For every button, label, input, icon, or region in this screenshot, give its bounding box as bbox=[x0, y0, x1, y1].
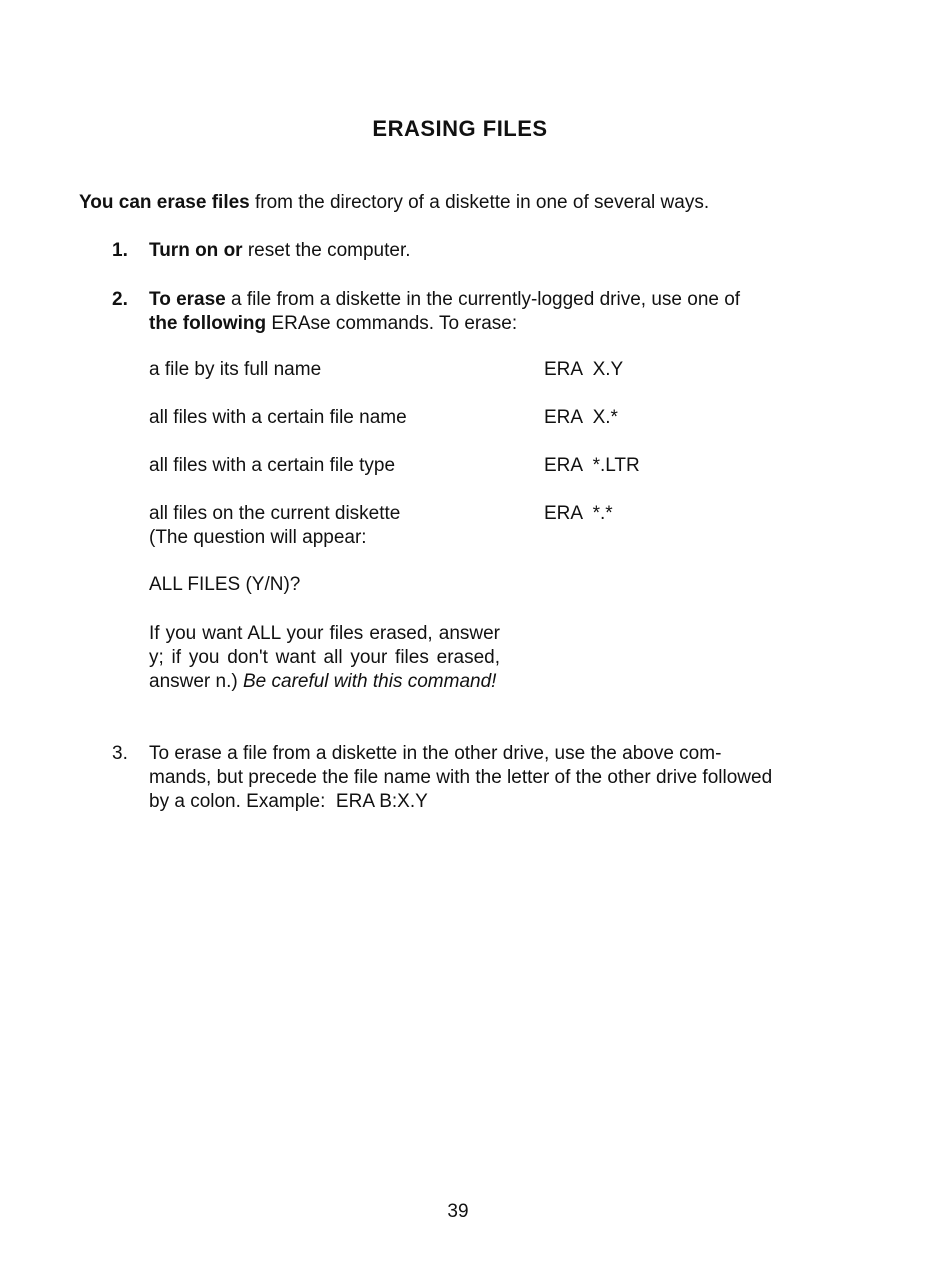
page-title: ERASING FILES bbox=[372, 116, 548, 141]
step-2-number: 2. bbox=[112, 289, 128, 310]
command-description: all files on the current diskette bbox=[149, 503, 401, 524]
step-2-rest-2: ERAse commands. To erase: bbox=[266, 313, 518, 334]
intro-text: from the directory of a diskette in one of several ways. bbox=[249, 192, 710, 213]
command-syntax: ERA *.LTR bbox=[544, 455, 640, 476]
step-2-bold-2: the following bbox=[149, 313, 267, 334]
step-2-line-2 bbox=[149, 312, 517, 336]
step-1-bold: Turn on or bbox=[149, 240, 243, 261]
page-number: 39 bbox=[447, 1201, 469, 1222]
step-3-line-2: mands, but precede the file name with the letter of the other drive followed bbox=[149, 767, 773, 788]
command-syntax: ERA X.* bbox=[544, 407, 618, 428]
command-description: a file by its full name bbox=[149, 359, 322, 380]
step-2-rest-1: a file from a diskette in the currently-logged drive, use one of bbox=[225, 289, 741, 310]
intro-paragraph bbox=[79, 191, 709, 215]
command-syntax: ERA *.* bbox=[544, 503, 613, 524]
command-description: all files with a certain file name bbox=[149, 407, 407, 428]
warning-paragraph bbox=[149, 622, 500, 694]
question-intro: (The question will appear: bbox=[149, 527, 367, 548]
step-2-bold-1: To erase bbox=[149, 289, 226, 310]
command-syntax: ERA X.Y bbox=[544, 359, 624, 380]
warning-emphasis: Be careful with this command! bbox=[242, 671, 497, 692]
prompt-text: ALL FILES (Y/N)? bbox=[149, 574, 301, 595]
command-description: all files with a certain file type bbox=[149, 455, 396, 476]
intro-bold: You can erase files bbox=[79, 192, 250, 213]
step-1-text bbox=[149, 239, 411, 263]
warning-text: If you want ALL your files erased, answer y; if you don't want all your files erased, answer n.) bbox=[149, 623, 500, 692]
step-3-line-1: To erase a file from a diskette in the other drive, use the above com- bbox=[149, 743, 722, 764]
step-1-rest: reset the computer. bbox=[242, 240, 411, 261]
step-3-line-3: by a colon. Example: ERA B:X.Y bbox=[149, 791, 428, 812]
step-2-line-1 bbox=[149, 288, 740, 312]
step-1-number: 1. bbox=[112, 240, 128, 261]
step-3-number: 3. bbox=[112, 743, 128, 764]
